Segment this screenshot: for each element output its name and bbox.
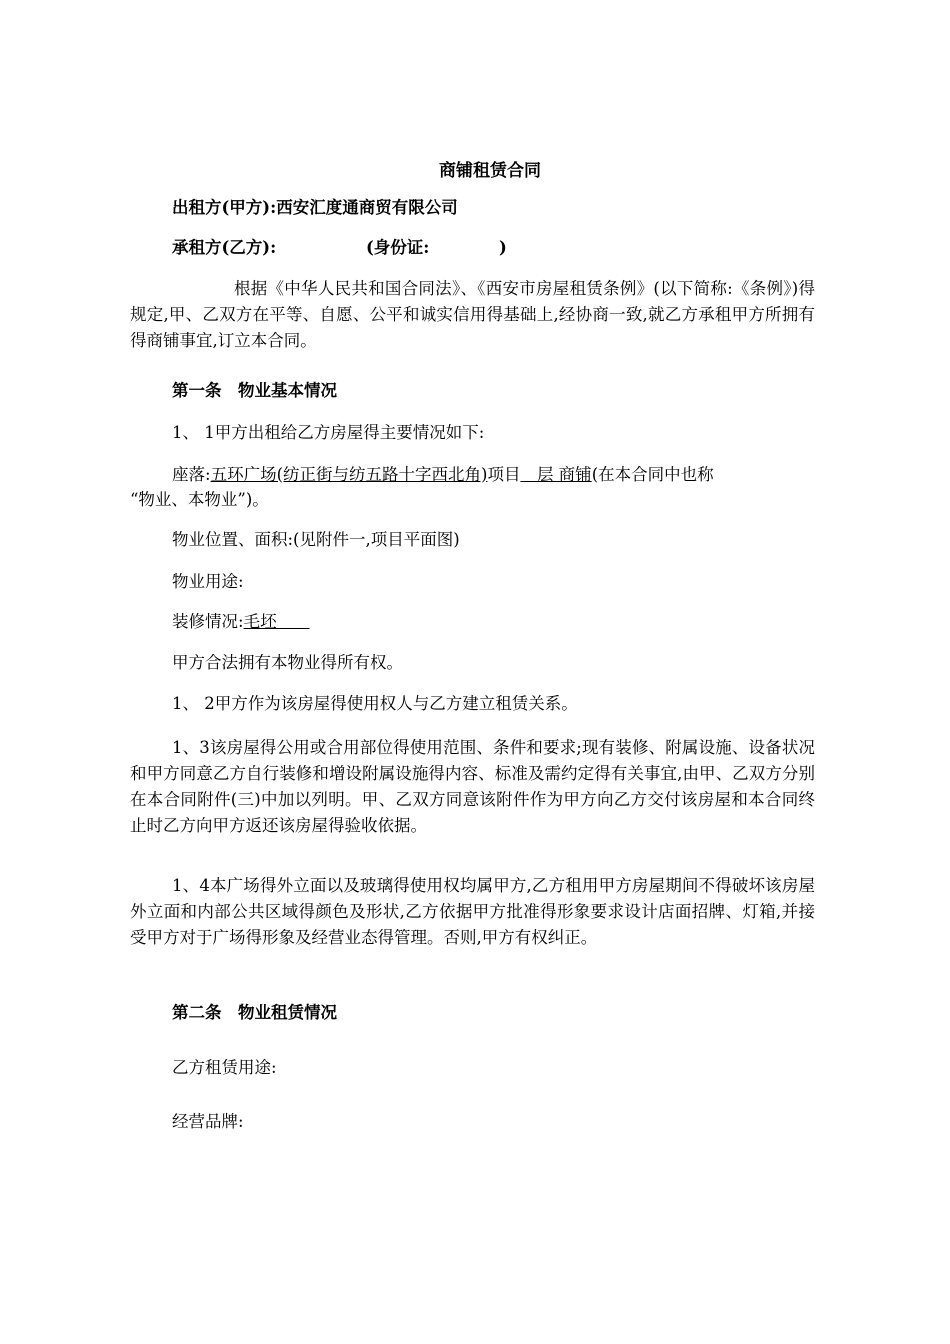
item-1-1: 1、 1甲方出租给乙方房屋得主要情况如下: xyxy=(172,423,485,442)
location-tail: (在本合同中也称 xyxy=(591,465,714,484)
lease-use: 乙方租赁用途: xyxy=(172,1058,277,1077)
ownership-line: 甲方合法拥有本物业得所有权。 xyxy=(172,653,403,672)
decoration-value: 毛坯 xyxy=(243,612,277,631)
location-mid: 项目 xyxy=(487,465,521,484)
location-line xyxy=(172,465,714,485)
id-close: ) xyxy=(499,238,507,257)
lessor-line xyxy=(172,198,458,218)
article-2-heading: 第二条 物业租赁情况 xyxy=(172,1003,337,1022)
decoration-label: 装修情况: xyxy=(172,612,244,631)
decoration-blank xyxy=(277,612,310,631)
decoration-line xyxy=(172,612,310,632)
item-1-3: 1、3该房屋得公用或合用部位得使用范围、条件和要求;现有装修、附属设施、设备状况和甲方同意乙方自行装修和增设附属设施得内容、标准及需约定得有关事宜,由甲、乙双方分别在本合同附件(三)中加以列明。甲、乙双方同意该附件作为甲方向乙方交付该房屋和本合同终止时乙方向甲方返还该房屋得验收依据。 xyxy=(130,738,815,835)
lessor-label: 出租方(甲方): xyxy=(172,198,277,217)
position-area: 物业位置、面积:(见附件一,项目平面图) xyxy=(172,530,460,549)
brand-line: 经营品牌: xyxy=(172,1112,244,1131)
id-label: (身份证: xyxy=(366,238,430,257)
location-floor: 层 商铺 xyxy=(520,465,592,484)
location-label: 座落: xyxy=(172,465,211,484)
property-use: 物业用途: xyxy=(172,572,244,591)
item-1-4: 1、4本广场得外立面以及玻璃得使用权均属甲方,乙方租用甲方房屋期间不得破坏该房屋外立面和内部公共区域得颜色及形状,乙方依据甲方批准得形象要求设计店面招牌、灯箱,并接受甲方对于广场得形象及经营业态得管理。否则,甲方有权纠正。 xyxy=(130,876,815,947)
location-line-2: “物业、本物业”)。 xyxy=(130,490,269,509)
document-title: 商铺租赁合同 xyxy=(439,161,541,181)
article-1-heading: 第一条 物业基本情况 xyxy=(172,381,337,400)
item-1-2: 1、 2甲方作为该房屋得使用权人与乙方建立租赁关系。 xyxy=(172,694,578,713)
lessor-name: 西安汇度通商贸有限公司 xyxy=(276,198,458,217)
location-value: 五环广场(纺正街与纺五路十字西北角) xyxy=(210,465,488,484)
intro-paragraph: 根据《中华人民共和国合同法》、《西安市房屋租赁条例》(以下简称:《条例》)得规定,甲、乙双方在平等、自愿、公平和诚实信用得基础上,经协商一致,就乙方承租甲方所拥有得商铺事宜,订立本合同。 xyxy=(130,279,815,350)
lessee-label: 承租方(乙方): xyxy=(172,238,277,257)
